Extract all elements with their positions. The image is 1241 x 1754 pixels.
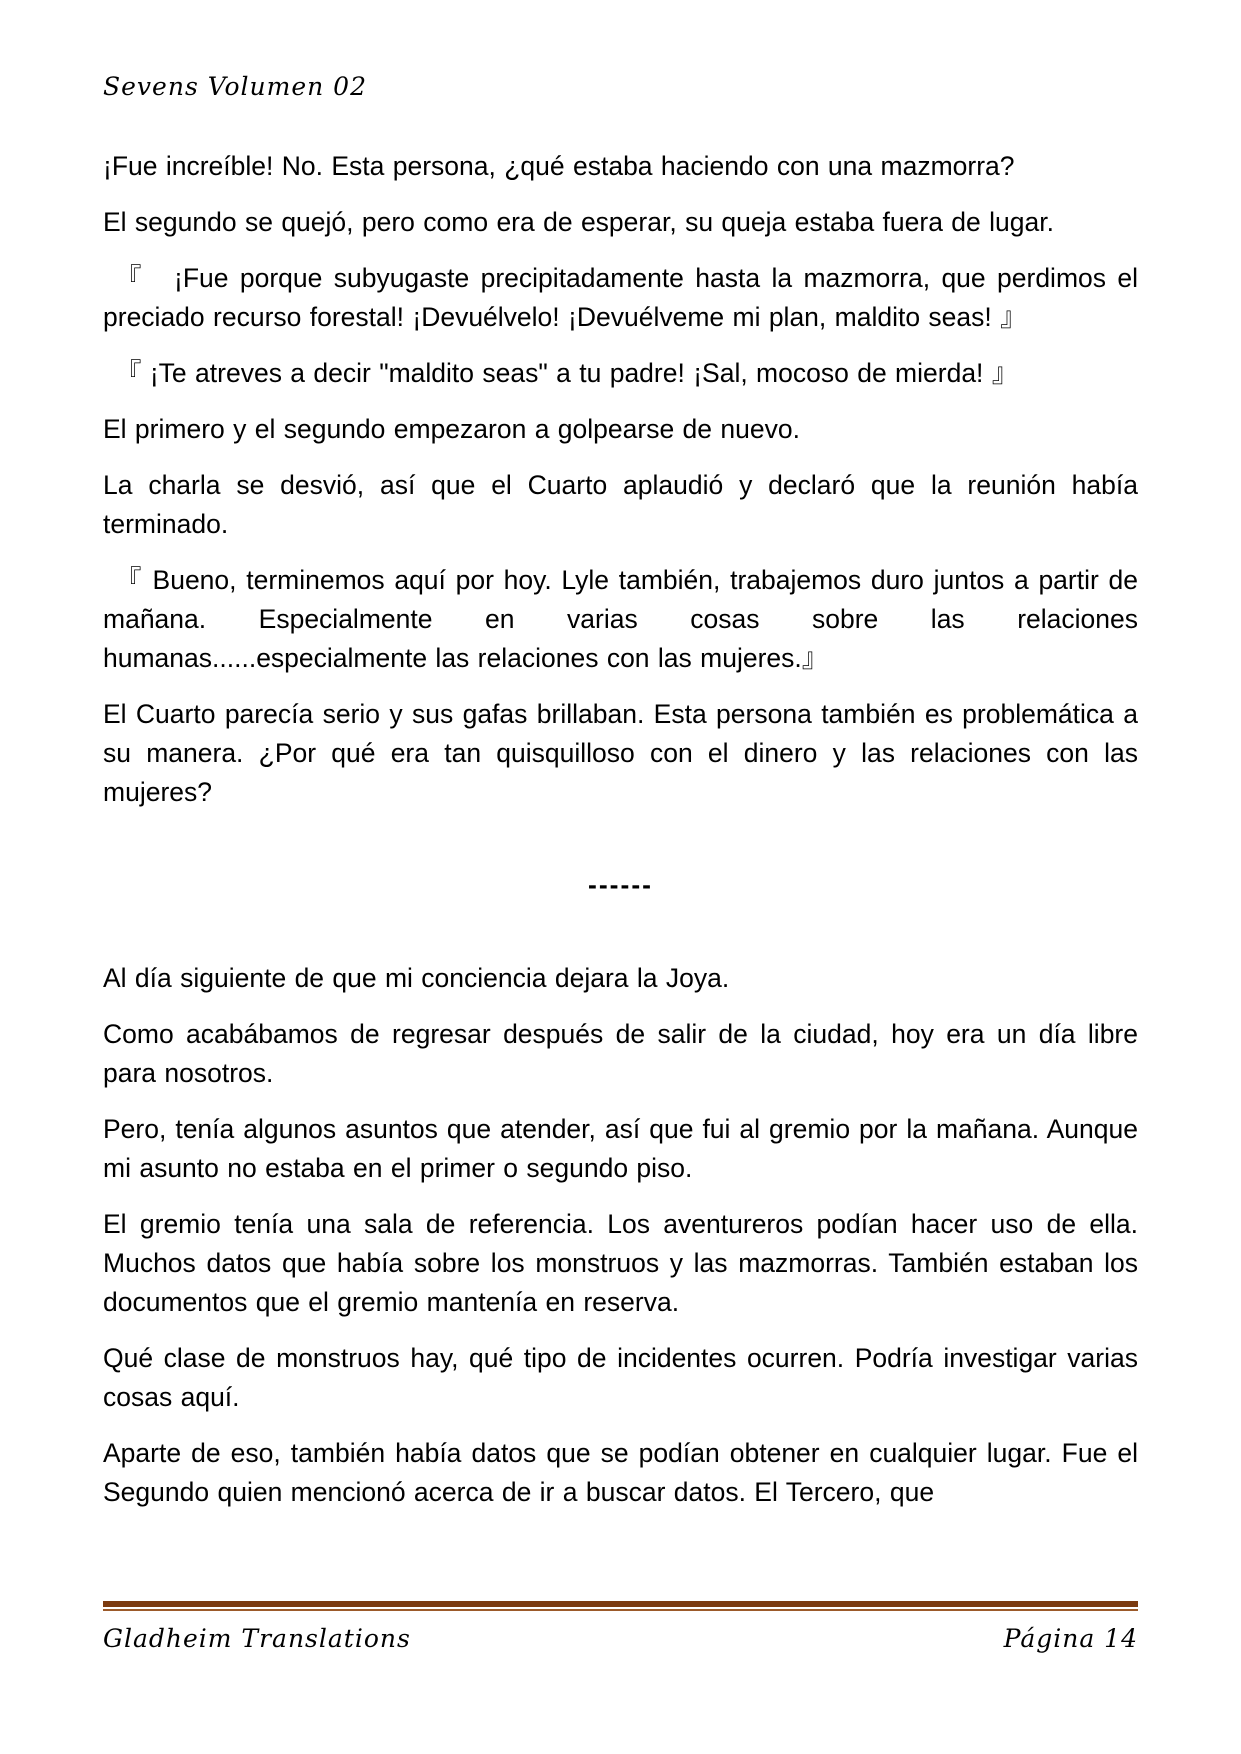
- scene-break-separator: ------: [588, 870, 653, 900]
- paragraph: Qué clase de monstruos hay, qué tipo de incidentes ocurren. Podría investigar varias cosas aquí.: [103, 1343, 1138, 1412]
- paragraph: La charla se desvió, así que el Cuarto aplaudió y declaró que la reunión había terminado.: [103, 470, 1138, 539]
- dialogue-paragraph: 『 ¡Fue porque subyugaste precipitadamente hasta la mazmorra, que perdimos el preciado recurso forestal! ¡Devuélvelo! ¡Devuélveme mi plan, maldito seas! 』: [103, 263, 1138, 332]
- paragraph: El gremio tenía una sala de referencia. Los aventureros podían hacer uso de ella. Muchos datos que había sobre los monstruos y las mazmorras. También estaban los documentos que el gremio mantenía en reserva.: [103, 1209, 1138, 1317]
- paragraph: Aparte de eso, también había datos que se podían obtener en cualquier lugar. Fue el Segundo quien mencionó acerca de ir a buscar datos. El Tercero, que: [103, 1438, 1138, 1507]
- paragraph: ¡Fue increíble! No. Esta persona, ¿qué estaba haciendo con una mazmorra?: [103, 151, 1015, 181]
- footer-page-number: Página 14: [1003, 1624, 1138, 1653]
- paragraph: Pero, tenía algunos asuntos que atender, así que fui al gremio por la mañana. Aunque mi asunto no estaba en el primer o segundo piso.: [103, 1114, 1138, 1183]
- page-content: [103, 72, 1138, 1529]
- dialogue-paragraph: 『 ¡Te atreves a decir "maldito seas" a tu padre! ¡Sal, mocoso de mierda! 』: [115, 358, 1019, 388]
- paragraph: El segundo se quejó, pero como era de esperar, su queja estaba fuera de lugar.: [103, 207, 1054, 237]
- footer-rule-light: [103, 1609, 1138, 1611]
- dialogue-paragraph: 『 Bueno, terminemos aquí por hoy. Lyle también, trabajemos duro juntos a partir de mañana. Especialmente en varias cosas sobre las relaciones humanas......especialmente las relaciones con las mujeres.』: [103, 565, 1138, 673]
- paragraph: El Cuarto parecía serio y sus gafas brillaban. Esta persona también es problemática a su manera. ¿Por qué era tan quisquilloso con el dinero y las relaciones con las mujeres?: [103, 699, 1138, 807]
- section-1: [103, 147, 1138, 812]
- page-footer: [103, 1601, 1138, 1653]
- page-header-title: Sevens Volumen 02: [103, 72, 367, 101]
- footer-rule-dark: [103, 1601, 1138, 1607]
- footer-translator-credit: Gladheim Translations: [103, 1624, 411, 1653]
- section-2: [103, 959, 1138, 1512]
- paragraph: Como acabábamos de regresar después de salir de la ciudad, hoy era un día libre para nosotros.: [103, 1019, 1138, 1088]
- paragraph: Al día siguiente de que mi conciencia dejara la Joya.: [103, 963, 730, 993]
- paragraph: El primero y el segundo empezaron a golpearse de nuevo.: [103, 414, 800, 444]
